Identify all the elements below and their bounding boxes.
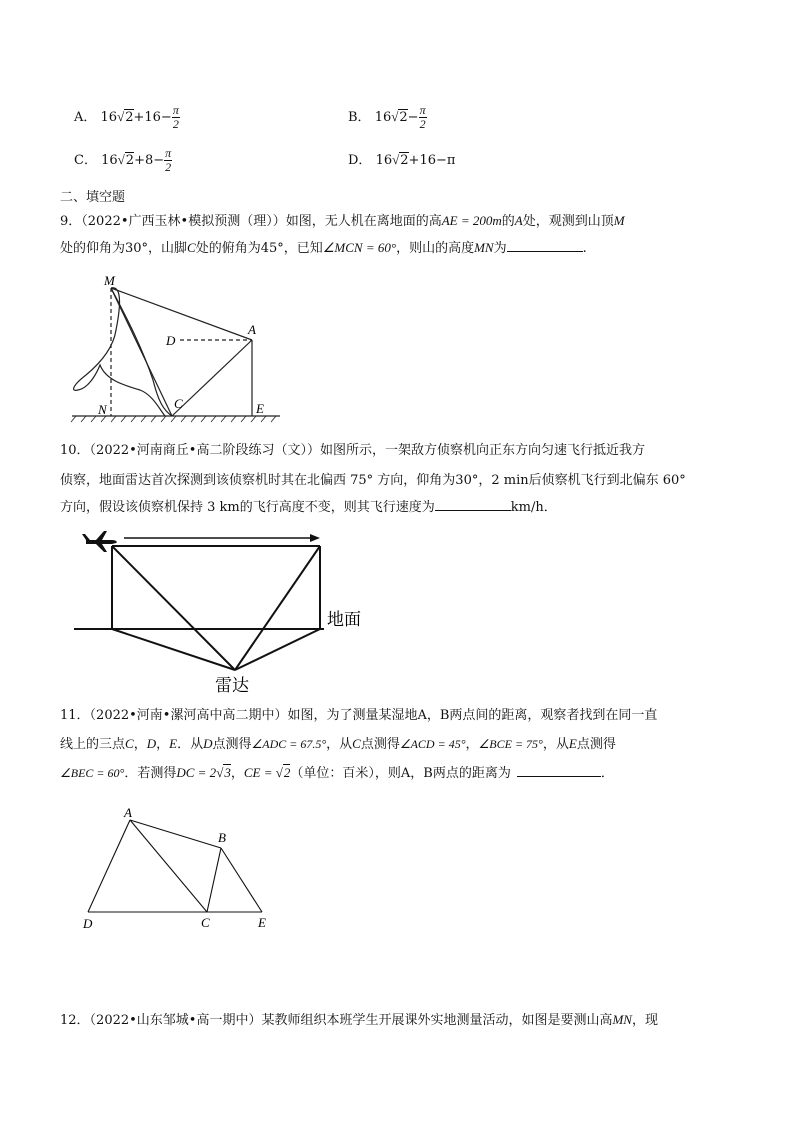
answer-blank[interactable]: [435, 498, 511, 511]
option-b: B． 16√2− $\frac{\pi}{2}$: [348, 103, 426, 131]
answer-blank[interactable]: [507, 239, 583, 252]
option-fraction: $\frac{\pi}{2}$: [419, 103, 426, 131]
line-ca: [172, 340, 252, 416]
option-c: C． 16√2+8− $\frac{\pi}{2}$: [74, 146, 172, 174]
sight-line-1: [112, 546, 235, 670]
label-a: A: [248, 322, 256, 337]
q11-line1: 11．（2022•河南•漯河高中高二期中）如图，为了测量某湿地A，B两点间的距离，观察者找到在同一直: [60, 708, 658, 723]
q11-figure: [78, 804, 278, 934]
radar-label: 雷达: [215, 676, 249, 696]
label-a: A: [124, 805, 132, 820]
mountain-outline: [74, 288, 165, 416]
label-e: E: [258, 915, 266, 930]
option-radicand: 2: [399, 110, 408, 125]
segment-ab: [130, 820, 221, 848]
option-tail: +8−: [134, 153, 165, 168]
segment-ad: [88, 820, 130, 912]
option-lead: 16: [100, 110, 118, 125]
q10-line3: 方向，假设该侦察机保持 3 km的飞行高度不变，则其飞行速度为 km/h．: [60, 500, 557, 515]
ground-label: 地面: [327, 610, 361, 630]
option-tail: +16−: [133, 110, 172, 125]
segment-ac: [130, 820, 207, 912]
label-n: N: [98, 402, 107, 417]
label-m: M: [104, 273, 115, 288]
arrow-head: [310, 534, 320, 542]
q11-line3: ∠BEC = 60°．若测得DC = 2√3，CE = √2（单位：百米），则A，B两点的距离为 ．: [60, 765, 614, 781]
option-tail: −: [407, 110, 419, 125]
label-e: E: [256, 401, 264, 416]
q12-line1: 12．（2022•山东邹城•高一期中）某教师组织本班学生开展课外实地测量活动，如图是要测山高MN，现: [60, 1012, 658, 1028]
q10-line2: 侦察，地面雷达首次探测到该侦察机时其在北偏西 75° 方向，仰角为30°，2 min后侦察机飞行到北偏东 60°: [60, 473, 686, 488]
option-lead: 16: [101, 153, 118, 168]
option-letter: C．: [74, 153, 97, 168]
q10-line1: 10．（2022•河南商丘•高二阶段练习（文））如图所示，一架敌方侦察机向正东方向匀速飞行抵近我方: [60, 443, 645, 458]
segment-be: [221, 848, 262, 912]
label-c: C: [174, 396, 183, 411]
section-title: 二、填空题: [60, 190, 126, 205]
option-radicand: 2: [125, 110, 134, 125]
q9-figure: [68, 270, 288, 425]
answer-blank[interactable]: [517, 764, 601, 777]
q11-line2: 线上的三点C，D，E．从D点测得∠ADC = 67.5°，从C点测得∠ACD = 45°，∠BCE = 75°，从E点测得: [60, 736, 616, 752]
label-c: C: [201, 915, 210, 930]
option-fraction: $\frac{\pi}{2}$: [172, 103, 179, 131]
option-letter: A．: [74, 110, 97, 125]
q9-line2: 处的仰角为30°，山脚C处的俯角为45°，已知∠MCN = 60°，则山的高度MN为 .: [60, 240, 587, 256]
option-lead: 16: [375, 153, 393, 168]
option-a: A． 16√2+16− $\frac{\pi}{2}$: [74, 103, 179, 131]
option-d: D． 16√2+16−π: [348, 152, 456, 168]
option-tail: +16−π: [408, 153, 456, 168]
sight-line-2: [235, 546, 320, 670]
segment-bc: [207, 848, 221, 912]
label-d: D: [83, 916, 93, 931]
ground-line-1: [112, 629, 235, 670]
label-b: B: [218, 830, 226, 845]
ground-line-2: [235, 629, 320, 670]
option-letter: D．: [348, 153, 372, 168]
q9-line1: 9．（2022•广西玉林•模拟预测（理））如图，无人机在离地面的高AE = 200m的A处，观测到山顶M: [60, 213, 625, 229]
option-letter: B．: [348, 110, 371, 125]
label-d: D: [166, 333, 176, 348]
option-fraction: $\frac{\pi}{2}$: [165, 146, 172, 174]
option-radicand: 2: [400, 153, 409, 168]
option-lead: 16: [374, 110, 392, 125]
q10-figure: [72, 528, 382, 698]
option-radicand: 2: [125, 153, 135, 168]
